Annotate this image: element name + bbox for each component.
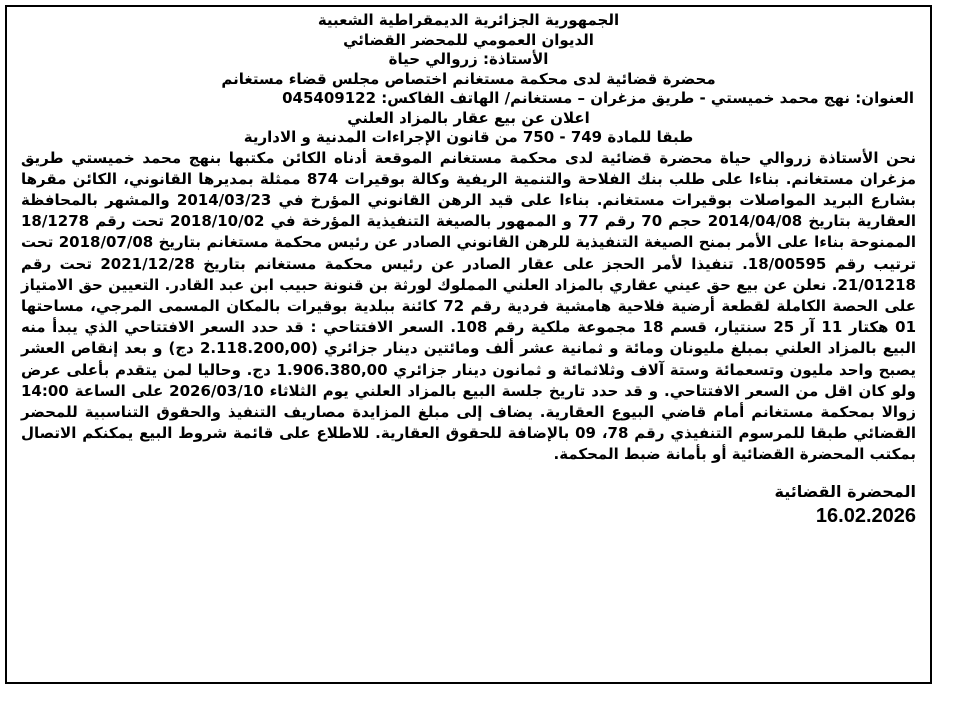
address-line: العنوان: نهج محمد خميستي - طريق مزغران – مستغانم/ الهاتف الفاكس: 045409122 (282, 89, 914, 107)
announcement-title: اعلان عن بيع عقار بالمزاد العلني (347, 108, 590, 127)
announcement-body: نحن الأستاذة زروالي حياة محضرة قضائية لدى محكمة مستغانم الموقعة أدناه الكائن مكتبها بنهج محمد خميستي طريق مزغران مستغانم. بناءا على طلب بنك الفلاحة والتنمية الريفية وكالة بوقيرات 874 ممثلة بمديرها القانوني، الكائن مقرها بشارع البريد المواصلات بوقيرات مستغانم. بناءا على قيد الرهن القانوني المؤرخ في 2014/03/23 والمشهر بالمحافظة العقارية بتاريخ 2014/04/08 حجم 70 رقم 77 و الممهور بالصيغة التنفيذية المؤرخة في 2018/10/02 تحت رقم 18/1278 الممنوحة بناءا على الأمر بمنح الصيغة التنفيذية للرهن القانوني الصادر عن رئيس محكمة مستغانم بتاريخ 2018/07/08 تحت ترتيب رقم 18/00595. تنفيذا لأمر الحجز على عقار الصادر عن رئيس محكمة مستغانم بتاريخ 2021/12/28 تحت رقم 21/01218. نعلن عن بيع حق عيني عقاري بالمزاد العلني المملوك لورثة بن قنونة حبيب ابن عبد القادر. التعيين حق الامتياز على الحصة الكاملة لقطعة أرضية فلاحية هامشية فردية رقم 72 كائنة ببلدية بوقيرات بالمكان المسمى المرجي، مساحتها 01 هكتار 11 آر 25 سنتيار، قسم 18 مجموعة ملكية رقم 108. السعر الافتتاحي : قد حدد السعر الافتتاحي الذي يبدأ منه البيع بالمزاد العلني بمبلغ مليونان ومائة و ثمانية عشر ألف ومائتين دينار جزائري (2.118.200,00 دج) و بعد إنقاص العشر يصبح واحد مليون وتسعمائة وستة آلاف وثلاثمائة و ثمانون دينار جزائري 1.906.380,00 دج. وحاليا لمن يتقدم بأعلى عرض ولو كان اقل من السعر الافتتاحي. و قد حدد تاريخ جلسة البيع بالمزاد العلني يوم الثلاثاء 2026/03/10 على الساعة 14:00 زوالا بمحكمة مستغانم أمام قاضي البيوع العقارية. يضاف إلى مبلغ المزايدة مصاريف التنفيذ والحقوق التناسبية للمحضر القضائي طبقا للمرسوم التنفيذي رقم 78، 09 بالإضافة للحقوق العقارية. للاطلاع على قائمة شروط البيع يمكنكم الاتصال بمكتب المحضرة القضائية أو بأمانة ضبط المحكمة. (21, 148, 917, 464)
republic-title: الجمهورية الجزائرية الديمقراطية الشعبية (317, 11, 620, 29)
bailiff-name: الأستاذة: زروالي حياة (388, 50, 549, 68)
announcement-content (7, 7, 930, 682)
signature-title: المحضرة القضائية (774, 481, 916, 501)
jurisdiction-line: محضرة قضائية لدى محكمة مستغانم اختصاص مجلس قضاء مستغانم (221, 69, 716, 88)
office-title: الديوان العمومي للمحضر القضائي (343, 30, 594, 49)
legal-basis: طبقا للمادة 749 - 750 من قانون الإجراءات المدنية و الادارية (243, 128, 694, 146)
signature-date: 16.02.2026 (815, 504, 916, 527)
announcement-frame (5, 5, 932, 684)
